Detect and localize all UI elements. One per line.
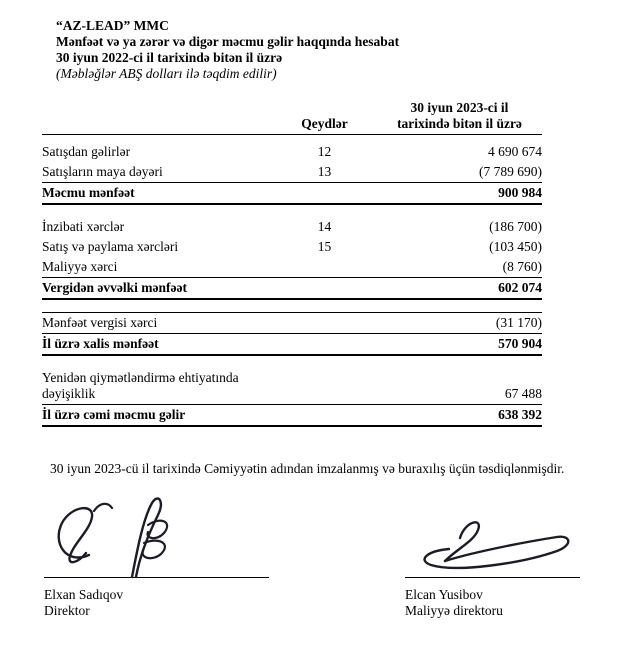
table-row xyxy=(42,312,542,333)
period-title: 30 iyun 2022-ci il tarixində bitən il üzrə xyxy=(56,50,283,65)
spacer-cell xyxy=(42,355,542,368)
row-note xyxy=(272,183,377,205)
row-note xyxy=(272,312,377,333)
table-spacer-row xyxy=(42,204,542,217)
header-empty xyxy=(42,98,272,135)
statement-table xyxy=(42,98,542,427)
signature-finance-director-image xyxy=(405,493,580,577)
signature-director-image xyxy=(44,493,269,577)
row-amount: 900 984 xyxy=(377,183,542,205)
row-label: Satışların maya dəyəri xyxy=(42,162,272,183)
table-row-total xyxy=(42,183,542,205)
table-spacer-row xyxy=(42,299,542,312)
row-label: Məcmu mənfəət xyxy=(42,183,272,205)
signature-director-drawing xyxy=(44,493,194,585)
signatory-name: Elcan Yusibov xyxy=(405,586,483,602)
row-amount: (31 170) xyxy=(377,312,542,333)
table-header-row xyxy=(42,98,542,135)
table-row xyxy=(42,257,542,278)
table-row xyxy=(42,217,542,237)
signatory-name: Elxan Sadıqov xyxy=(44,586,124,602)
row-label: Maliyyə xərci xyxy=(42,259,118,274)
table-row-total xyxy=(42,404,542,426)
row-note: 12 xyxy=(317,144,332,159)
signature-block-director xyxy=(44,493,269,619)
table-row xyxy=(42,368,542,405)
table-row xyxy=(42,135,542,163)
table-spacer-row xyxy=(42,355,542,368)
table-row-total xyxy=(42,333,542,355)
row-amount: 602 074 xyxy=(377,278,542,300)
spacer-cell xyxy=(42,204,542,217)
row-label: Satış və paylama xərcləri xyxy=(42,239,179,254)
row-amount: 570 904 xyxy=(377,333,542,355)
signatory-title: Maliyyə direktoru xyxy=(405,602,503,618)
row-amount: 638 392 xyxy=(377,404,542,426)
row-amount: (7 789 690) xyxy=(377,162,542,183)
title-block xyxy=(56,18,602,82)
row-label: Mənfəət vergisi xərci xyxy=(42,312,272,333)
row-note xyxy=(272,257,377,278)
row-label: İnzibati xərclər xyxy=(42,219,125,234)
row-label: Vergidən əvvəlki mənfəət xyxy=(42,278,272,300)
row-label: İl üzrə xalis mənfəət xyxy=(42,333,272,355)
table-row xyxy=(42,237,542,257)
signature-block-finance-director xyxy=(405,493,580,619)
row-note xyxy=(272,404,377,426)
row-amount: (186 700) xyxy=(489,219,542,234)
row-note: 14 xyxy=(317,219,332,234)
row-label: Satışdan gəlirlər xyxy=(42,144,131,159)
row-amount: (103 450) xyxy=(489,239,542,254)
table-row xyxy=(42,162,542,183)
company-name: “AZ-LEAD” MMC xyxy=(56,18,169,33)
col-header-period xyxy=(377,98,542,135)
row-amount: (8 760) xyxy=(502,259,542,274)
row-note xyxy=(272,368,377,405)
col-header-period-line2: tarixində bitən il üzrə xyxy=(397,116,522,131)
row-note xyxy=(272,333,377,355)
signatures-section xyxy=(42,493,602,619)
row-amount: 67 488 xyxy=(504,385,542,401)
row-note xyxy=(272,278,377,300)
col-header-period-line1: 30 iyun 2023-ci il xyxy=(410,100,509,115)
report-title: Mənfəət və ya zərər və digər məcmu gəlir haqqında hesabat xyxy=(56,34,400,49)
spacer-cell xyxy=(42,299,542,312)
table-row-total xyxy=(42,278,542,300)
row-label: İl üzrə cəmi məcmu gəlir xyxy=(42,404,272,426)
row-note: 13 xyxy=(272,162,377,183)
row-amount: 4 690 674 xyxy=(488,144,542,159)
signature-finance-director-drawing xyxy=(405,493,580,585)
approval-statement: 30 iyun 2023-cü il tarixində Cəmiyyətin adından imzalanmış və buraxılış üçün təsdiqlənmişdir. xyxy=(50,460,565,476)
row-label: Yenidən qiymətləndirmə ehtiyatında dəyişiklik xyxy=(42,369,239,401)
col-header-notes: Qeydlər xyxy=(272,98,377,135)
signatory-title: Direktor xyxy=(44,602,90,618)
currency-note: (Məbləğlər ABŞ dolları ilə təqdim edilir) xyxy=(56,66,277,81)
row-note: 15 xyxy=(317,239,332,254)
